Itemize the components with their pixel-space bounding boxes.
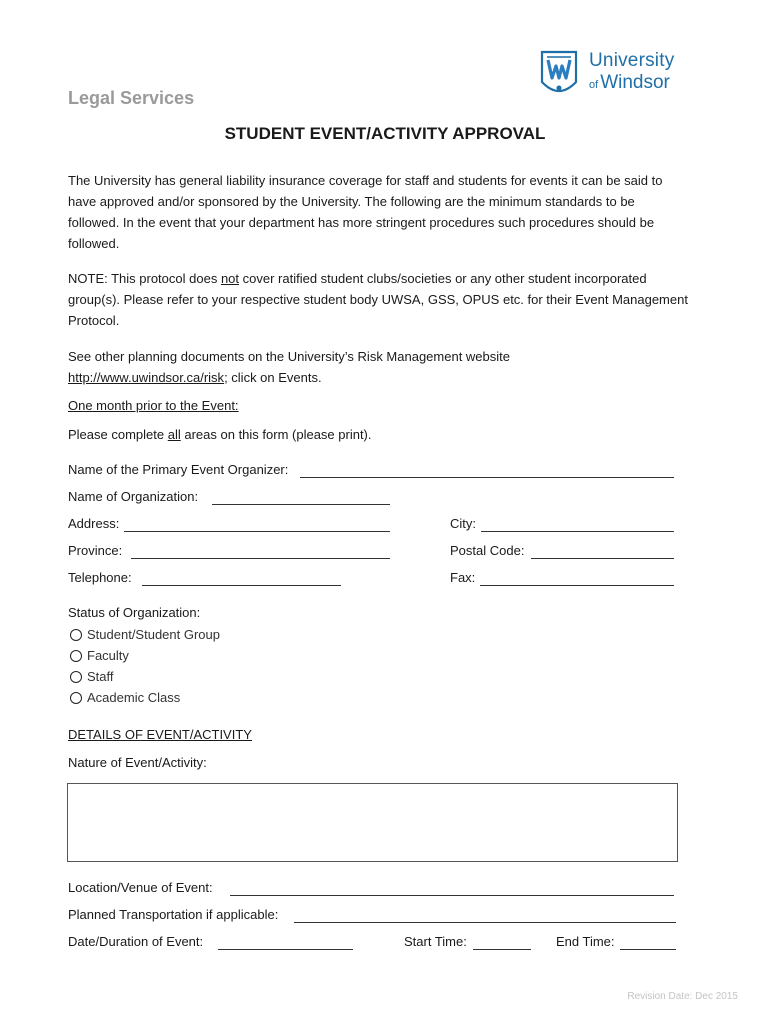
radio-circle-icon[interactable] [70, 671, 82, 683]
end-time-field[interactable] [620, 937, 676, 950]
status-option-staff[interactable] [70, 666, 220, 687]
note-paragraph [68, 268, 688, 331]
status-option-label: Student/Student Group [87, 627, 220, 642]
complete-instructions [68, 427, 372, 442]
start-time-label: Start Time: [404, 934, 467, 949]
page-title: STUDENT EVENT/ACTIVITY APPROVAL [224, 124, 546, 143]
transport-field[interactable] [294, 910, 676, 923]
revision-date: Revision Date: Dec 2015 [627, 991, 738, 1002]
prior-heading: One month prior to the Event: [68, 398, 239, 413]
radio-circle-icon[interactable] [70, 629, 82, 641]
department-name: Legal Services [68, 88, 195, 108]
risk-management-link[interactable]: http://www.uwindsor.ca/risk [68, 370, 225, 385]
status-option-faculty[interactable] [70, 645, 220, 666]
details-heading: DETAILS OF EVENT/ACTIVITY [68, 727, 252, 742]
nature-textarea[interactable] [67, 783, 678, 862]
status-option-academic-class[interactable] [70, 687, 220, 708]
primary-organizer-field[interactable] [300, 465, 674, 478]
complete-emphasis: all [167, 427, 181, 442]
telephone-field[interactable] [142, 573, 341, 586]
note-emphasis: not [220, 271, 240, 286]
logo-of: of [589, 79, 599, 91]
status-option-label: Faculty [87, 648, 129, 663]
status-options [70, 624, 220, 708]
organization-field[interactable] [212, 492, 390, 505]
risk-paragraph [68, 346, 688, 388]
radio-circle-icon[interactable] [70, 692, 82, 704]
risk-text-after: ; click on Events. [224, 370, 322, 385]
status-option-label: Academic Class [87, 690, 181, 705]
province-label: Province: [68, 543, 123, 558]
transport-label: Planned Transportation if applicable: [68, 907, 279, 922]
postal-code-label: Postal Code: [450, 543, 525, 558]
province-field[interactable] [131, 546, 390, 559]
primary-organizer-label: Name of the Primary Event Organizer: [68, 462, 289, 477]
logo-wordmark-university: University [589, 50, 675, 71]
organization-label: Name of Organization: [68, 489, 199, 504]
fax-label: Fax: [450, 570, 476, 585]
note-text-rest: cover ratified student clubs/societies or any other student incorporated group(s). Please refer to your respective student body UWSA, GSS, OPUS etc. for their Event Management Protocol. [68, 271, 688, 328]
status-option-label: Staff [87, 669, 114, 684]
end-time-label: End Time: [556, 934, 615, 949]
radio-circle-icon[interactable] [70, 650, 82, 662]
city-label: City: [450, 516, 476, 531]
date-field[interactable] [218, 937, 353, 950]
risk-text: See other planning documents on the University’s Risk Management website [68, 349, 510, 364]
status-option-student[interactable] [70, 624, 220, 645]
intro-paragraph: The University has general liability insurance coverage for staff and students for events it can be said to have approved and/or sponsored by the University. The following are the minimum standards to be followed. In the event that your department has more stringent procedures such procedures should be followed. [68, 173, 663, 251]
note-text: NOTE: This protocol does [68, 271, 221, 286]
location-field[interactable] [230, 883, 674, 896]
fax-field[interactable] [480, 573, 674, 586]
location-label: Location/Venue of Event: [68, 880, 213, 895]
telephone-label: Telephone: [68, 570, 132, 585]
logo-wordmark-windsor [589, 72, 670, 94]
status-label: Status of Organization: [68, 605, 201, 620]
nature-label: Nature of Event/Activity: [68, 755, 207, 770]
logo-windsor: Windsor [600, 72, 670, 93]
postal-code-field[interactable] [531, 546, 674, 559]
city-field[interactable] [481, 519, 674, 532]
address-label: Address: [68, 516, 120, 531]
complete-text-rest: areas on this form (please print). [180, 427, 372, 442]
complete-text: Please complete [68, 427, 168, 442]
address-field[interactable] [124, 519, 390, 532]
date-label: Date/Duration of Event: [68, 934, 204, 949]
start-time-field[interactable] [473, 937, 531, 950]
